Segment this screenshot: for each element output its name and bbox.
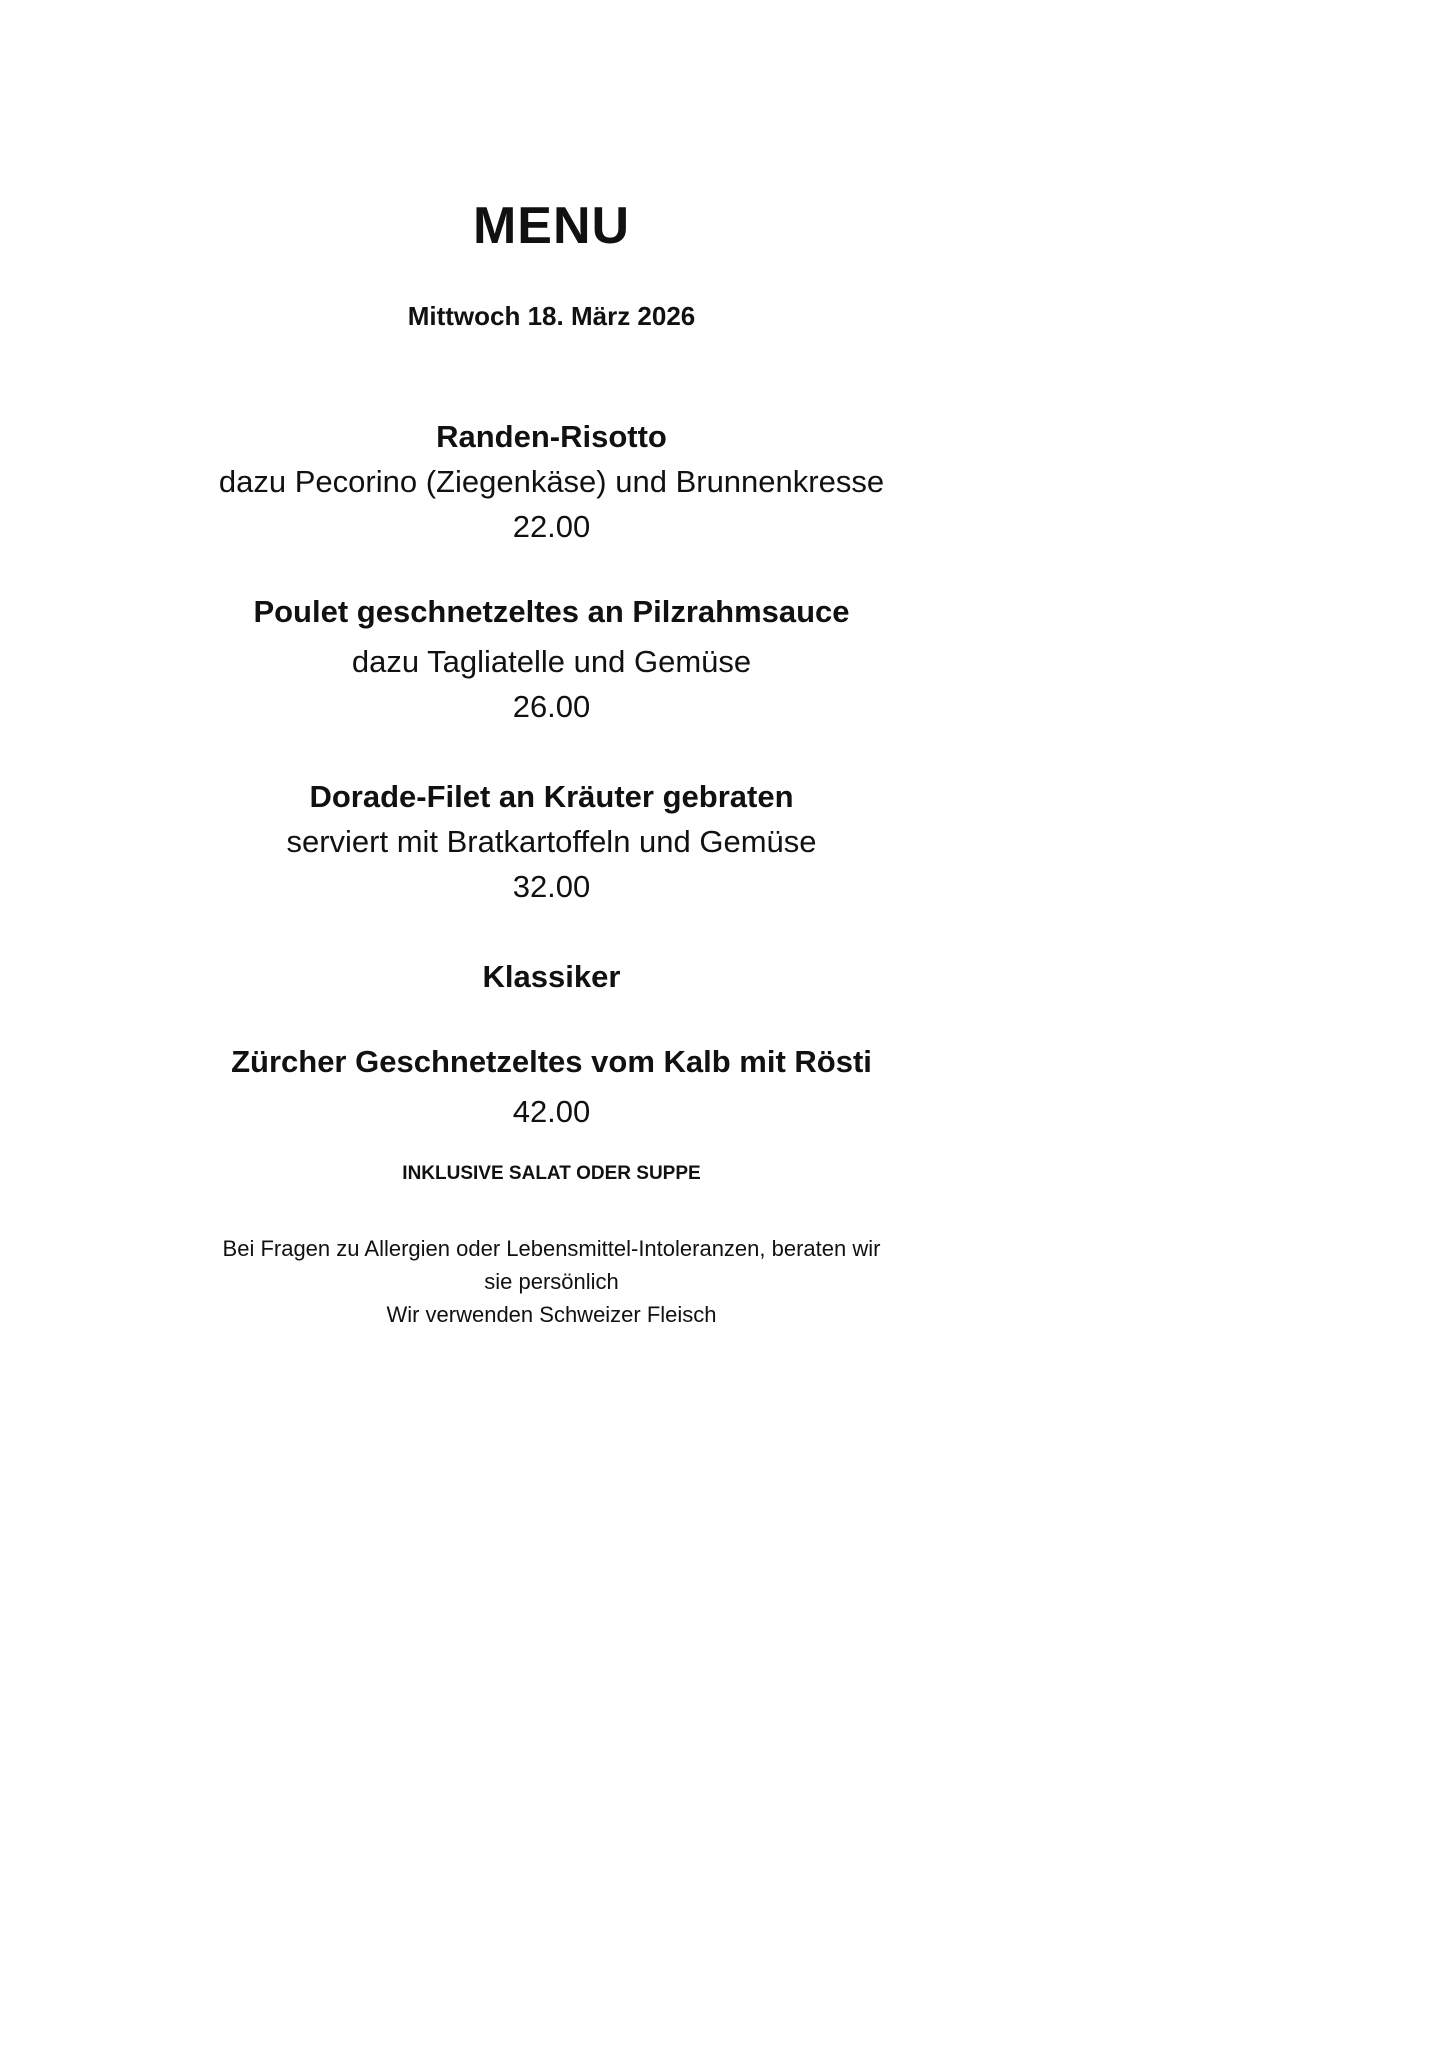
dish-price: 32.00 [512,869,591,904]
menu-date: Mittwoch 18. März 2026 [407,301,696,331]
menu-title: MENU [472,197,631,255]
dish-description: dazu Tagliatelle und Gemüse [351,644,752,679]
dish-description: serviert mit Bratkartoffeln und Gemüse [286,824,817,859]
meat-origin-notice: Wir verwenden Schweizer Fleisch [386,1302,717,1327]
dish-price: 26.00 [512,689,591,724]
classics-heading: Klassiker [482,959,621,994]
dish-name: Dorade-Filet an Kräuter gebraten [309,779,794,814]
dish-price: 22.00 [512,509,591,544]
included-note: INKLUSIVE SALAT ODER SUPPE [402,1163,701,1184]
allergy-notice-line-1: Bei Fragen zu Allergien oder Lebensmittel-Intoleranzen, beraten wir [222,1236,881,1261]
dish-price: 42.00 [512,1094,591,1129]
dish-name: Zürcher Geschnetzeltes vom Kalb mit Rösti [231,1044,872,1079]
allergy-notice-line-2: sie persönlich [484,1269,619,1294]
dish-name: Poulet geschnetzeltes an Pilzrahmsauce [253,594,850,629]
dish-name: Randen-Risotto [436,419,667,454]
dish-description: dazu Pecorino (Ziegenkäse) und Brunnenkresse [218,464,885,499]
